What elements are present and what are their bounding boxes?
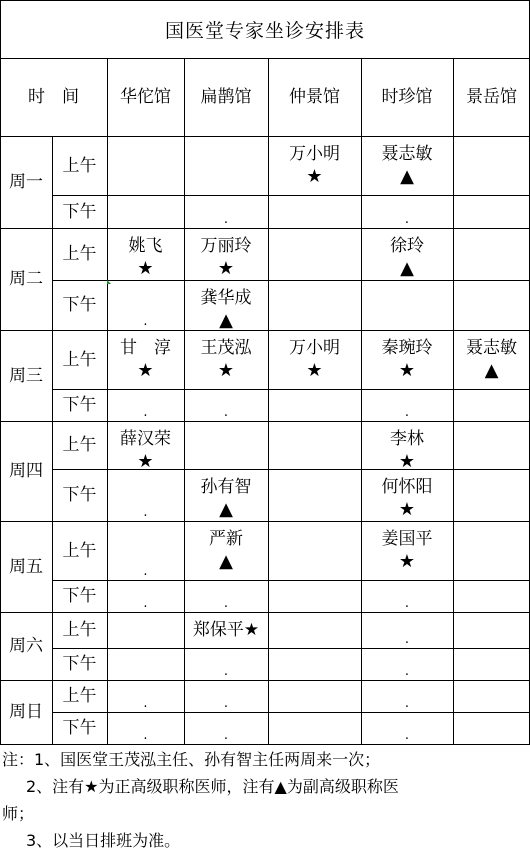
- schedule-cell: [268, 521, 361, 580]
- header-hall: [107, 58, 184, 136]
- hall-name: 扁鹊馆: [200, 87, 252, 107]
- day-label: [0, 136, 52, 228]
- associate-triangle-mark: ▲: [219, 551, 233, 572]
- schedule-cell: [184, 228, 268, 280]
- schedule-cell: [268, 228, 361, 280]
- schedule-cell: [453, 389, 530, 421]
- schedule-cell: [268, 389, 361, 421]
- row-divider: [0, 744, 530, 745]
- day-label: [0, 421, 52, 521]
- period-label: [52, 521, 107, 580]
- day-label: [0, 330, 52, 421]
- day-name: 周三: [9, 365, 43, 386]
- placeholder-dot: .: [223, 728, 229, 743]
- period-name: 下午: [62, 295, 97, 315]
- doctor-name: 李林: [390, 429, 424, 449]
- schedule-cell: [361, 280, 453, 330]
- schedule-cell: [184, 195, 268, 228]
- note-line-3: 师；: [2, 804, 35, 823]
- doctor-name: 孙有智: [200, 477, 252, 497]
- period-name: 下午: [62, 586, 97, 606]
- schedule-cell: [107, 712, 184, 744]
- day-name: 周六: [9, 636, 43, 656]
- schedule-cell: [268, 469, 361, 521]
- doctor-name: 万丽玲: [200, 236, 252, 256]
- period-name: 下午: [62, 201, 97, 222]
- schedule-cell: [361, 680, 453, 712]
- schedule-cell: [268, 712, 361, 744]
- hall-name: 仲景馆: [289, 87, 340, 107]
- senior-star-mark: ★: [398, 551, 416, 572]
- schedule-cell: [107, 228, 184, 280]
- schedule-cell: [107, 280, 184, 330]
- day-label: [0, 228, 52, 330]
- period-label: [52, 228, 107, 280]
- schedule-cell: [184, 612, 268, 648]
- schedule-cell: [184, 136, 268, 195]
- placeholder-dot: .: [223, 596, 229, 611]
- day-label: [0, 680, 52, 744]
- senior-star-mark: ★: [398, 499, 416, 520]
- period-name: 上午: [62, 435, 97, 455]
- doctor-name: 严新: [209, 529, 243, 549]
- schedule-cell: [107, 469, 184, 521]
- schedule-cell: [107, 580, 184, 612]
- schedule-cell: [184, 712, 268, 744]
- page-title: 国医堂专家坐诊安排表: [164, 19, 365, 42]
- schedule-cell: [107, 136, 184, 195]
- placeholder-dot: .: [223, 696, 229, 711]
- doctor-name: 姚飞: [128, 236, 163, 256]
- period-label: [52, 680, 107, 712]
- cell-comment-marker: [107, 280, 111, 284]
- associate-triangle-mark: ▲: [219, 499, 233, 520]
- schedule-cell: [361, 421, 453, 472]
- schedule-cell: [453, 228, 530, 280]
- note-line-1: 注：1、国医堂王茂泓主任、孙有智主任两周来一次；: [2, 750, 381, 769]
- header-hall: [453, 58, 530, 136]
- senior-star-mark: ★: [137, 360, 154, 381]
- placeholder-dot: .: [404, 632, 410, 647]
- schedule-cell: [453, 521, 530, 580]
- schedule-cell: [453, 680, 530, 712]
- period-label: [52, 136, 107, 195]
- doctor-name: 聂志敏: [466, 338, 517, 358]
- schedule-cell: [107, 680, 184, 712]
- schedule-cell: [453, 580, 530, 612]
- placeholder-dot: .: [223, 405, 229, 420]
- schedule-cell: [184, 648, 268, 680]
- schedule-cell: [453, 421, 530, 469]
- day-name: 周五: [9, 556, 43, 577]
- schedule-cell: [268, 280, 361, 330]
- doctor-name: 薛汉荣: [120, 429, 171, 449]
- placeholder-dot: .: [143, 728, 148, 743]
- schedule-cell: [184, 421, 268, 469]
- placeholder-dot: .: [404, 728, 410, 743]
- day-label: [0, 612, 52, 680]
- schedule-cell: [184, 280, 268, 330]
- senior-star-mark: ★: [217, 258, 235, 279]
- associate-triangle-mark: ▲: [219, 310, 233, 331]
- note-line-2: 2、注有★为正高级职称医师，注有▲为副高级职称医: [26, 777, 399, 796]
- period-name: 上午: [62, 686, 97, 706]
- day-name: 周日: [9, 702, 43, 722]
- hall-name: 景岳馆: [466, 87, 517, 107]
- doctor-name: 万小明: [289, 144, 340, 164]
- period-label: [52, 648, 107, 680]
- schedule-cell: [107, 521, 184, 580]
- associate-triangle-mark: ▲: [400, 258, 414, 279]
- placeholder-dot: .: [223, 212, 229, 227]
- schedule-cell: [184, 469, 268, 521]
- schedule-cell: [268, 330, 361, 389]
- schedule-cell: [107, 648, 184, 680]
- period-label: [52, 469, 107, 521]
- schedule-cell: [268, 580, 361, 612]
- day-name: 周四: [9, 461, 43, 481]
- schedule-cell: [361, 389, 453, 421]
- schedule-cell: [361, 228, 453, 280]
- schedule-cell: [361, 648, 453, 680]
- schedule-cell: [361, 330, 453, 389]
- schedule-cell: [184, 680, 268, 712]
- doctor-name: 秦琬玲: [381, 338, 433, 358]
- schedule-cell: [361, 136, 453, 195]
- schedule-cell: [453, 612, 530, 648]
- schedule-cell: [453, 469, 530, 521]
- placeholder-dot: .: [223, 664, 229, 679]
- placeholder-dot: .: [404, 596, 410, 611]
- period-name: 上午: [62, 349, 97, 370]
- placeholder-dot: .: [143, 564, 148, 579]
- schedule-cell: [268, 421, 361, 469]
- doctor-name: 万小明: [289, 338, 340, 358]
- period-name: 上午: [62, 540, 97, 561]
- senior-star-mark: ★: [137, 258, 154, 279]
- senior-star-mark: ★: [306, 166, 323, 187]
- schedule-cell: [107, 330, 184, 389]
- period-label: [52, 421, 107, 469]
- placeholder-dot: .: [404, 696, 410, 711]
- hall-name: 华佗馆: [120, 87, 171, 107]
- doctor-name: 徐玲: [390, 236, 424, 256]
- placeholder-dot: .: [404, 212, 410, 227]
- period-name: 下午: [62, 485, 97, 505]
- senior-star-mark: ★: [398, 360, 416, 381]
- day-name: 周一: [9, 172, 43, 192]
- period-label: [52, 712, 107, 744]
- doctor-name: 郑保平★: [192, 620, 260, 640]
- schedule-cell: [453, 648, 530, 680]
- table-border-top: [0, 0, 530, 1]
- senior-star-mark: ★: [306, 360, 323, 381]
- day-name: 周二: [9, 269, 43, 289]
- doctor-name: 甘 淳: [120, 338, 171, 358]
- header-hall: [184, 58, 268, 136]
- senior-star-mark: ★: [398, 451, 416, 472]
- schedule-cell: [361, 612, 453, 648]
- period-name: 上午: [62, 244, 97, 264]
- doctor-name: 姜国平: [381, 529, 433, 549]
- associate-triangle-mark: ▲: [400, 166, 414, 187]
- placeholder-dot: .: [143, 596, 148, 611]
- schedule-cell: [361, 195, 453, 228]
- period-label: [52, 389, 107, 421]
- schedule-cell: [107, 421, 184, 472]
- associate-triangle-mark: ▲: [484, 360, 499, 381]
- period-label: [52, 195, 107, 228]
- schedule-cell: [107, 195, 184, 228]
- schedule-cell: [268, 680, 361, 712]
- period-name: 上午: [62, 620, 97, 640]
- period-name: 下午: [62, 654, 97, 674]
- schedule-cell: [184, 521, 268, 580]
- schedule-cell: [107, 612, 184, 648]
- period-label: [52, 612, 107, 648]
- schedule-cell: [361, 580, 453, 612]
- period-label: [52, 580, 107, 612]
- header-time: [0, 58, 107, 136]
- schedule-cell: [184, 389, 268, 421]
- placeholder-dot: .: [404, 405, 410, 420]
- schedule-cell: [453, 712, 530, 744]
- doctor-name: 王茂泓: [200, 338, 252, 358]
- header-time-label: 时 间: [28, 87, 79, 107]
- schedule-cell: [107, 389, 184, 421]
- schedule-cell: [453, 195, 530, 228]
- schedule-cell: [453, 330, 530, 389]
- period-label: [52, 280, 107, 330]
- period-name: 下午: [62, 718, 97, 738]
- schedule-cell: [361, 712, 453, 744]
- period-name: 下午: [62, 395, 97, 415]
- schedule-cell: [268, 612, 361, 648]
- schedule-cell: [453, 136, 530, 195]
- doctor-name: 何怀阳: [381, 477, 433, 497]
- hall-name: 时珍馆: [381, 87, 433, 107]
- senior-star-mark: ★: [217, 360, 235, 381]
- note-line-4: 3、以当日排班为准。: [26, 831, 181, 850]
- period-label: [52, 330, 107, 389]
- schedule-cell: [268, 648, 361, 680]
- schedule-cell: [361, 521, 453, 580]
- schedule-cell: [453, 280, 530, 330]
- notes: [2, 746, 530, 854]
- placeholder-dot: .: [143, 505, 148, 520]
- placeholder-dot: .: [143, 314, 148, 329]
- doctor-name: 聂志敏: [381, 144, 433, 164]
- placeholder-dot: .: [404, 664, 410, 679]
- header-hall: [268, 58, 361, 136]
- schedule-cell: [268, 136, 361, 195]
- schedule-cell: [268, 195, 361, 228]
- placeholder-dot: .: [143, 696, 148, 711]
- placeholder-dot: .: [143, 405, 148, 420]
- period-name: 上午: [62, 155, 97, 176]
- senior-star-mark: ★: [137, 451, 154, 472]
- doctor-name: 龚华成: [200, 288, 252, 308]
- schedule-cell: [184, 330, 268, 389]
- schedule-cell: [184, 580, 268, 612]
- day-label: [0, 521, 52, 612]
- header-hall: [361, 58, 453, 136]
- schedule-cell: [361, 469, 453, 521]
